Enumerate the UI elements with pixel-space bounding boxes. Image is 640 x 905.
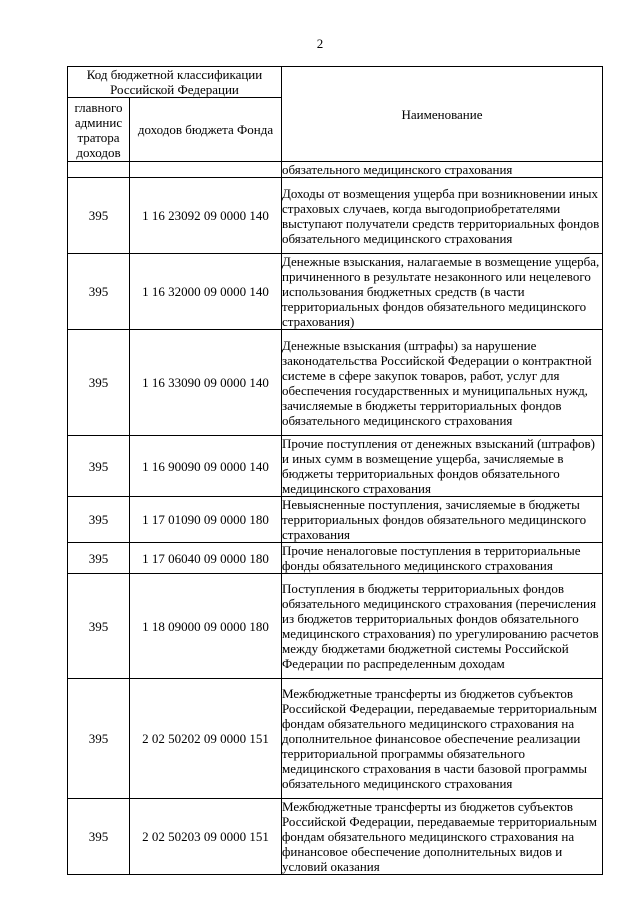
name-cell <box>282 543 603 574</box>
header-classification-code: Код бюджетной классификации Российской Федерации <box>68 67 282 98</box>
name-text: Прочие поступления от денежных взысканий (штрафов) и иных сумм в возмещение ущерба, зачисляемые в бюджеты территориальных фондов обязательного медицинского страхования <box>282 436 595 496</box>
name-cell <box>282 799 603 875</box>
name-cell <box>282 178 603 254</box>
table-row <box>68 497 603 543</box>
name-text: Межбюджетные трансферты из бюджетов субъектов Российской Федерации, передаваемые территориальным фондам обязательного медицинского страхования на финансовое обеспечение дополнительных видов и условий оказания <box>282 799 598 874</box>
admin-code-cell: 395 <box>68 574 130 679</box>
income-code-cell: 2 02 50203 09 0000 151 <box>130 799 282 875</box>
name-cell <box>282 436 603 497</box>
header-income-column: доходов бюджета Фонда <box>130 98 282 162</box>
income-code-cell: 1 17 01090 09 0000 180 <box>130 497 282 543</box>
income-code-cell: 1 18 09000 09 0000 180 <box>130 574 282 679</box>
name-text: Доходы от возмещения ущерба при возникновении иных страховых случаев, когда выгодоприобретателями выступают получатели средств территориальных фондов обязательного медицинского страхования <box>282 185 600 246</box>
table-row <box>68 162 603 178</box>
name-text: Денежные взыскания (штрафы) за нарушение законодательства Российской Федерации о контрактной системе в сфере закупок товаров, работ, услуг для обеспечения государственных и муниципальных нужд, зачисляемые в бюджеты территориальных фондов обязательного медицинского страхования <box>282 337 592 428</box>
admin-code-cell: 395 <box>68 254 130 330</box>
admin-code-cell: 395 <box>68 178 130 254</box>
admin-code-cell: 395 <box>68 799 130 875</box>
admin-code-cell: 395 <box>68 679 130 799</box>
name-text: Поступления в бюджеты территориальных фондов обязательного медицинского страхования (перечисления из бюджетов территориальных фондов обязательного медицинского страхования) по урегулированию расчетов между бюджетами бюджетной системы Российской Федерации по распределенным доходам <box>282 581 599 671</box>
income-code-cell: 1 17 06040 09 0000 180 <box>130 543 282 574</box>
income-code-cell: 2 02 50202 09 0000 151 <box>130 679 282 799</box>
name-cell <box>282 679 603 799</box>
name-text: обязательного медицинского страхования <box>282 162 513 177</box>
header-row-group <box>68 67 603 98</box>
table-row <box>68 679 603 799</box>
name-text: Невыясненные поступления, зачисляемые в бюджеты территориальных фондов обязательного медицинского страхования <box>282 497 587 542</box>
name-text: Денежные взыскания, налагаемые в возмещение ущерба, причиненного в результате незаконного или нецелевого использования бюджетных средств (в части территориальных фондов обязательного медицинского страхования) <box>282 254 600 329</box>
table-row <box>68 178 603 254</box>
table-row <box>68 799 603 875</box>
table-row <box>68 254 603 330</box>
name-cell <box>282 162 603 178</box>
name-text: Межбюджетные трансферты из бюджетов субъектов Российской Федерации, передаваемые территориальным фондам обязательного медицинского страхования на дополнительное финансовое обеспечение реализации территориальной программы обязательного медицинского страхования в части базовой программы обязательного медицинского страхования <box>282 686 598 791</box>
table-row <box>68 574 603 679</box>
table-row <box>68 330 603 436</box>
income-code-cell: 1 16 33090 09 0000 140 <box>130 330 282 436</box>
admin-code-cell: 395 <box>68 497 130 543</box>
name-text: Прочие неналоговые поступления в территориальные фонды обязательного медицинского страхования <box>282 543 581 573</box>
income-code-cell: 1 16 23092 09 0000 140 <box>130 178 282 254</box>
table-row <box>68 436 603 497</box>
name-cell <box>282 330 603 436</box>
admin-code-cell: 395 <box>68 543 130 574</box>
admin-code-cell: 395 <box>68 436 130 497</box>
income-code-cell <box>130 162 282 178</box>
income-code-cell: 1 16 32000 09 0000 140 <box>130 254 282 330</box>
income-code-cell: 1 16 90090 09 0000 140 <box>130 436 282 497</box>
admin-code-cell: 395 <box>68 330 130 436</box>
name-cell <box>282 497 603 543</box>
table-row <box>68 543 603 574</box>
name-cell <box>282 254 603 330</box>
header-name: Наименование <box>282 67 603 162</box>
page-number: 2 <box>316 36 324 51</box>
budget-classification-table <box>67 66 603 875</box>
admin-code-cell <box>68 162 130 178</box>
header-admin-column: главного админис тратора доходов <box>68 98 130 162</box>
name-cell <box>282 574 603 679</box>
